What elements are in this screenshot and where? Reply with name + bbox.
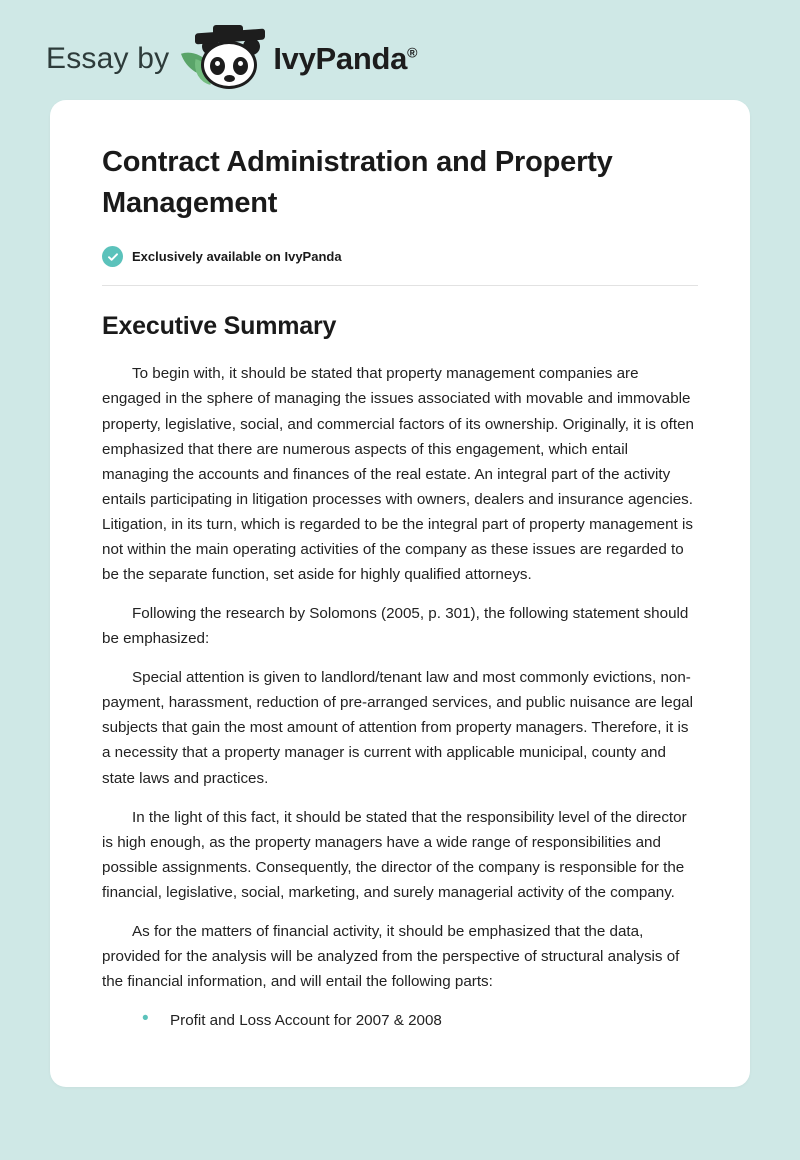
site-brand-header [0, 0, 800, 84]
paragraph: Following the research by Solomons (2005, p. 301), the following statement should be emphasized: [102, 605, 689, 648]
essay-by-label: Essay by [46, 42, 170, 75]
paragraph: As for the matters of financial activity, it should be emphasized that the data, provided for the analysis will be analyzed from the perspective of structural analysis of the financial information, and will entail the following parts: [102, 922, 680, 991]
check-circle-icon [102, 246, 123, 267]
registered-mark: ® [407, 44, 418, 61]
paragraph: To begin with, it should be stated that property management companies are engaged in the sphere of managing the issues associated with movable and immovable property, legislative, social, and commercial factors of its ownership. Originally, it is often emphasized that there are numerous aspects of this engagement, which entail managing the accounts and finances of the real estate. An integral part of the activity entails participating in litigation processes with owners, dealers and insurance agencies. Litigation, in its turn, which is regarded to be the integral part of property management is not within the main operating activities of the company as these issues are regarded to be the separate function, set aside for highly qualified attorneys. [102, 365, 694, 583]
paragraph: Special attention is given to landlord/tenant law and most commonly evictions, non-payment, harassment, reduction of pre-arranged services, and public nuisance are legal subjects that gain the most amount of attention from property managers. Therefore, it is a necessity that a property manager is current with applicable municipal, county and state laws and practices. [102, 669, 693, 787]
list-item: • Profit and Loss Account for 2007 & 2008 [118, 1008, 698, 1033]
section-title: Executive Summary [102, 312, 337, 341]
ivypanda-logo[interactable] [183, 29, 417, 89]
exclusive-badge [102, 246, 698, 267]
essay-card [50, 100, 750, 1087]
brand-name [273, 41, 417, 77]
page-title: Contract Administration and Property Management [102, 146, 613, 220]
bullet-list [102, 1008, 698, 1033]
panda-graduate-icon [183, 29, 279, 89]
title-divider [102, 285, 698, 286]
paragraph: In the light of this fact, it should be stated that the responsibility level of the director is high enough, as the property managers have a wide range of responsibilities and possible assignments. Consequently, the director of the company is responsible for the financial, legislative, social, marketing, and surely managerial activity of the company. [102, 808, 687, 901]
brand-name-text: IvyPanda [273, 41, 408, 76]
exclusive-label: Exclusively available on IvyPanda [132, 249, 342, 265]
